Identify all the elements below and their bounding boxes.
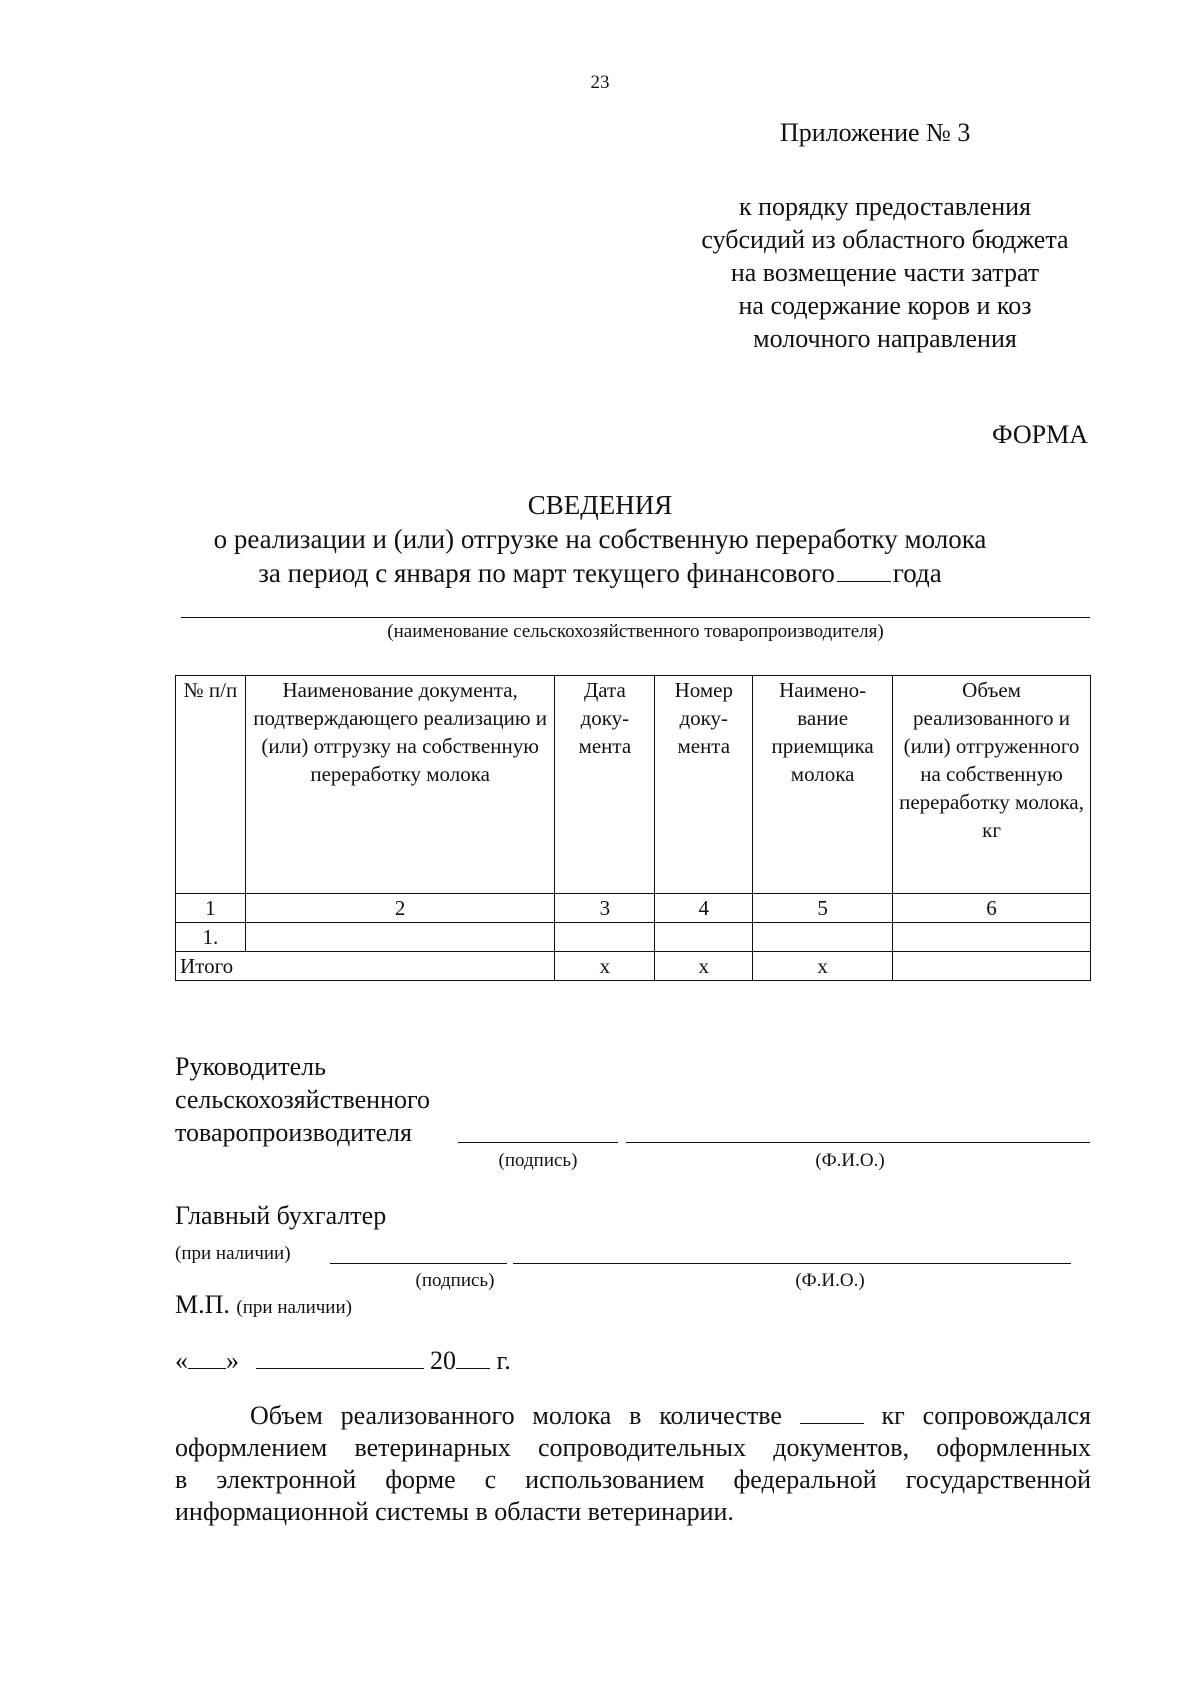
accountant-signature-field[interactable] xyxy=(330,1262,507,1264)
accountant-name-caption: (Ф.И.О.) xyxy=(795,1270,865,1291)
document-subtitle: о реализации и (или) отгрузке на собственную переработку молока xyxy=(213,524,987,554)
stamp-place xyxy=(175,1290,352,1320)
table-header-row xyxy=(176,676,1091,894)
page-number: 23 xyxy=(590,72,610,93)
head-signature-caption: (подпись) xyxy=(498,1150,578,1171)
head-signature-field[interactable] xyxy=(458,1141,618,1143)
period-year-word: года xyxy=(892,558,942,588)
accountant-label: Главный бухгалтер xyxy=(175,1201,387,1230)
accountant-name-field[interactable] xyxy=(513,1262,1071,1264)
vet-note-line: в электронной форме с использованием федеральной государственной xyxy=(175,1465,1091,1494)
form-label: ФОРМА xyxy=(992,420,1088,449)
vet-note xyxy=(175,1400,1091,1528)
total-receiver-cell: х xyxy=(753,952,893,981)
head-label-line: Руководитель xyxy=(175,1052,326,1081)
total-number-cell: х xyxy=(655,952,753,981)
row-receiver-cell[interactable] xyxy=(753,923,893,952)
total-volume-cell[interactable] xyxy=(893,952,1091,981)
appendix-subtitle-line: субсидий из областного бюджета xyxy=(701,225,1069,254)
header-document-date: Дата доку-мента xyxy=(555,676,655,894)
column-number: 1 xyxy=(176,894,246,923)
month-field[interactable] xyxy=(256,1344,424,1369)
data-table xyxy=(175,675,1091,981)
head-label-line: товаропроизводителя xyxy=(175,1118,412,1147)
header-receiver-name: Наимено-вание приемщика молока xyxy=(753,676,893,894)
column-number: 6 xyxy=(893,894,1091,923)
year-blank[interactable] xyxy=(837,580,891,582)
organization-name-field[interactable] xyxy=(181,616,1090,618)
accountant-signature-caption: (подпись) xyxy=(415,1270,495,1291)
column-number: 4 xyxy=(655,894,753,923)
vet-note-text: Объем реализованного молока в количестве xyxy=(250,1401,782,1430)
head-label-line: сельскохозяйственного xyxy=(175,1085,430,1114)
date-field xyxy=(175,1344,511,1376)
column-number: 5 xyxy=(753,894,893,923)
document-title-block xyxy=(0,488,1200,590)
header-number: № п/п xyxy=(176,676,246,894)
accountant-if-available: (при наличии) xyxy=(175,1243,291,1264)
appendix-subtitle-line: на возмещение части затрат xyxy=(730,258,1040,287)
vet-note-line xyxy=(175,1400,1091,1432)
head-name-caption: (Ф.И.О.) xyxy=(815,1150,885,1171)
vet-note-line: информационной системы в области ветеринарии. xyxy=(175,1497,734,1526)
year-prefix: 20 xyxy=(430,1346,456,1375)
column-number: 2 xyxy=(245,894,555,923)
total-row xyxy=(176,952,1091,981)
appendix-subtitle xyxy=(660,190,1110,355)
appendix-subtitle-line: молочного направления xyxy=(753,324,1017,353)
document-period xyxy=(0,556,1200,590)
row-date-cell[interactable] xyxy=(555,923,655,952)
vet-note-text: кг сопровождался xyxy=(881,1401,1092,1430)
header-document-name: Наименование документа, подтверждающего реализацию и (или) отгрузку на собственную переработку молока xyxy=(245,676,555,894)
stamp-label: М.П. xyxy=(175,1290,230,1319)
date-close-quote: » xyxy=(226,1346,239,1375)
document-title: СВЕДЕНИЯ xyxy=(527,490,673,520)
column-number-row xyxy=(176,894,1091,923)
total-label: Итого xyxy=(176,952,555,981)
row-number-cell[interactable] xyxy=(655,923,753,952)
day-field[interactable] xyxy=(188,1344,226,1369)
header-document-number: Номер доку-мента xyxy=(655,676,753,894)
head-name-field[interactable] xyxy=(626,1141,1090,1143)
row-number: 1. xyxy=(176,923,246,952)
year-suffix: г. xyxy=(496,1346,511,1375)
head-label xyxy=(175,1050,430,1149)
table-row xyxy=(176,923,1091,952)
stamp-note: (при наличии) xyxy=(236,1297,352,1318)
header-volume: Объем реализованного и (или) отгруженного на собственную переработку молока, кг xyxy=(893,676,1091,894)
volume-field[interactable] xyxy=(800,1401,864,1424)
date-open-quote: « xyxy=(175,1346,188,1375)
row-volume-cell[interactable] xyxy=(893,923,1091,952)
appendix-subtitle-line: на содержание коров и коз xyxy=(738,291,1032,320)
period-text: за период с января по март текущего финансового xyxy=(258,558,835,588)
year-field[interactable] xyxy=(456,1344,490,1369)
row-document-name-cell[interactable] xyxy=(245,923,555,952)
appendix-title: Приложение № 3 xyxy=(780,118,971,147)
column-number: 3 xyxy=(555,894,655,923)
total-date-cell: х xyxy=(555,952,655,981)
vet-note-line: оформлением ветеринарных сопроводительных документов, оформленных xyxy=(175,1433,1091,1462)
organization-caption: (наименование сельскохозяйственного товаропроизводителя) xyxy=(387,621,884,642)
appendix-subtitle-line: к порядку предоставления xyxy=(739,192,1031,221)
